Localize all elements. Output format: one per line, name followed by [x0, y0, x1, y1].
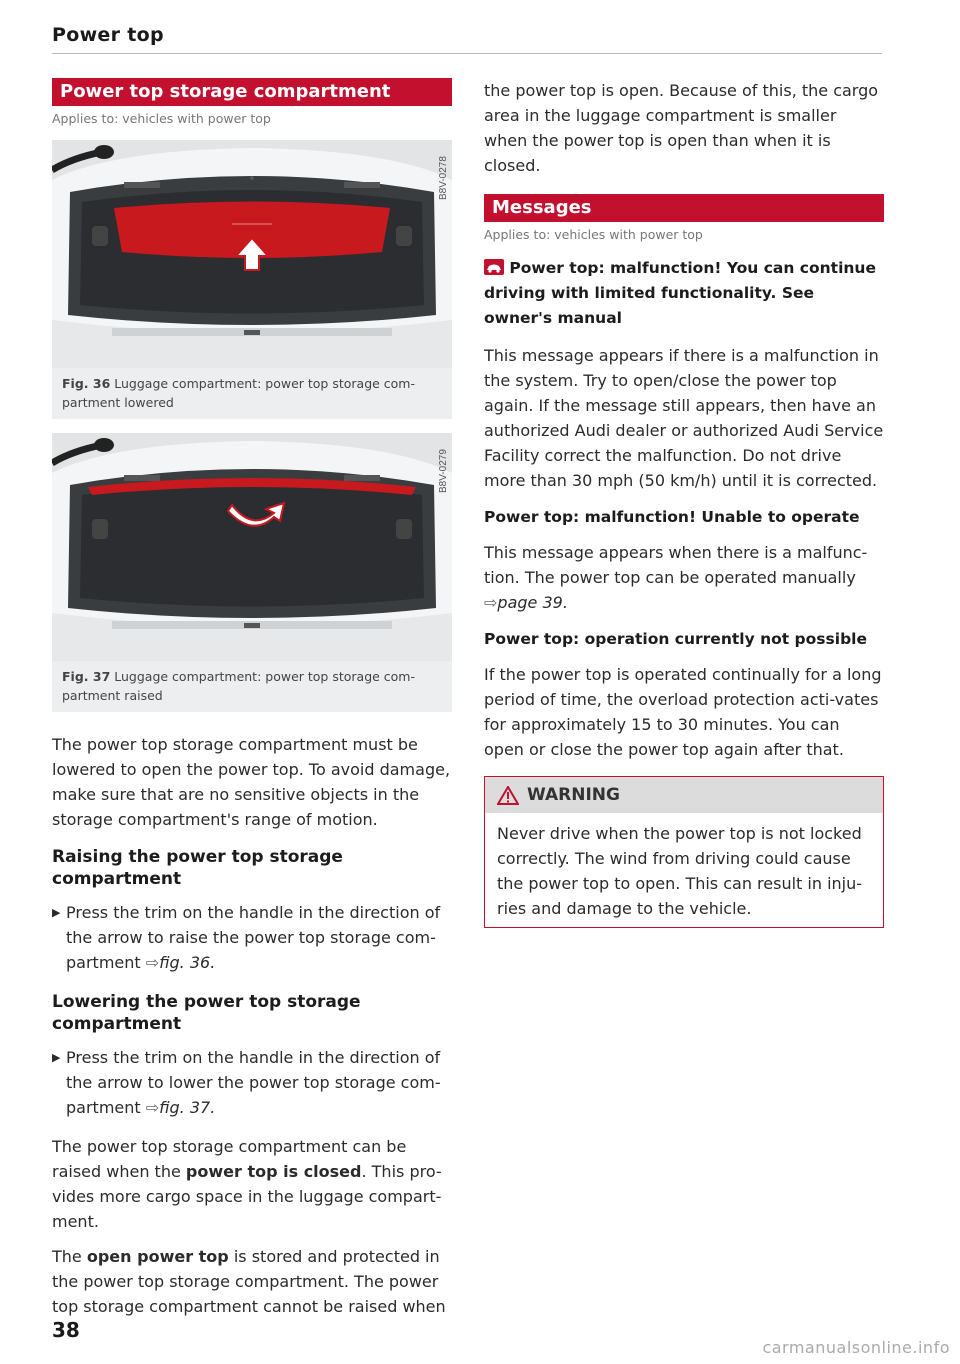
figure-code: B8V-0278 — [438, 156, 449, 200]
section-title-messages: Messages — [484, 194, 884, 222]
raise-step: ▶ Press the trim on the handle in the direction of the arrow to raise the power top storage com-partment ⇨fig. 36. — [52, 900, 452, 975]
figure-code: B8V-0279 — [438, 449, 449, 493]
car-icon — [484, 259, 504, 275]
page-39-link[interactable]: ⇨page 39. — [484, 593, 568, 612]
watermark: carmanualsonline.info — [762, 1338, 950, 1357]
trunk-raised-image — [52, 433, 452, 661]
triangle-right-icon: ▶ — [52, 906, 61, 919]
applies-to-note: Applies to: vehicles with power top — [484, 227, 703, 242]
warning-text: Never drive when the power top is not locked correctly. The wind from driving could cause the power top to open. This can result in inju-ries and damage to the vehicle. — [497, 824, 863, 918]
figure-37 — [52, 433, 452, 712]
page-header-title: Power top — [52, 24, 164, 46]
message-3-text: If the power top is operated continually for a long period of time, the overload protection acti-vates for approximately 15 to 30 minutes. You can open or close the power top again after that. — [484, 665, 882, 759]
right-column — [484, 78, 884, 928]
message-1-heading: Power top: malfunction! You can continue driving with limited functionality. See owner's manual — [484, 259, 876, 327]
fig-36-link[interactable]: ⇨fig. 36. — [145, 953, 216, 972]
section-title-storage: Power top storage compartment — [52, 78, 452, 106]
triangle-right-icon: ▶ — [52, 1051, 61, 1064]
message-2-text: This message appears when there is a malfunc-tion. The power top can be operated manually ⇨page 39. — [484, 543, 868, 612]
arrow-right-icon: ⇨ — [145, 1098, 160, 1117]
left-column — [52, 78, 452, 1319]
fig-37-link[interactable]: ⇨fig. 37. — [145, 1098, 216, 1117]
page-number: 38 — [52, 1318, 80, 1342]
warning-box — [484, 776, 884, 928]
figure-36-caption: Fig. 36 Luggage compartment: power top storage com-partment lowered — [62, 376, 415, 410]
message-3-heading: Power top: operation currently not possible — [484, 630, 867, 648]
open-paragraph: The open power top is stored and protected in the power top storage compartment. The power top storage compartment cannot be raised when — [52, 1247, 446, 1316]
trunk-lowered-image — [52, 140, 452, 368]
continued-paragraph: the power top is open. Because of this, the cargo area in the luggage compartment is smaller when the power top is open than when it is closed. — [484, 81, 879, 175]
lower-step: ▶ Press the trim on the handle in the direction of the arrow to lower the power top storage com-partment ⇨fig. 37. — [52, 1045, 452, 1120]
arrow-right-icon: ⇨ — [484, 593, 498, 612]
applies-to-note: Applies to: vehicles with power top — [52, 111, 271, 126]
warning-triangle-icon — [497, 786, 519, 805]
lower-heading: Lowering the power top storage compartment — [52, 992, 361, 1034]
message-2-heading: Power top: malfunction! Unable to operate — [484, 508, 860, 526]
raise-heading: Raising the power top storage compartment — [52, 847, 343, 889]
arrow-right-icon: ⇨ — [145, 953, 160, 972]
intro-paragraph: The power top storage compartment must be lowered to open the power top. To avoid damage, make sure that are no sensitive objects in the storage compartment's range of motion. — [52, 735, 451, 829]
header-divider — [52, 53, 882, 54]
figure-36 — [52, 140, 452, 419]
closed-paragraph: The power top storage compartment can be raised when the power top is closed. This pro-vides more cargo space in the luggage compart-ment. — [52, 1137, 442, 1231]
message-1-text: This message appears if there is a malfunction in the system. Try to open/close the power top again. If the message still appears, then have an authorized Audi dealer or authorized Audi Service Facility correct the malfunction. Do not drive more than 30 mph (50 km/h) until it is corrected. — [484, 346, 884, 490]
warning-header: WARNING — [485, 777, 883, 813]
figure-37-caption: Fig. 37 Luggage compartment: power top storage com-partment raised — [62, 669, 415, 703]
